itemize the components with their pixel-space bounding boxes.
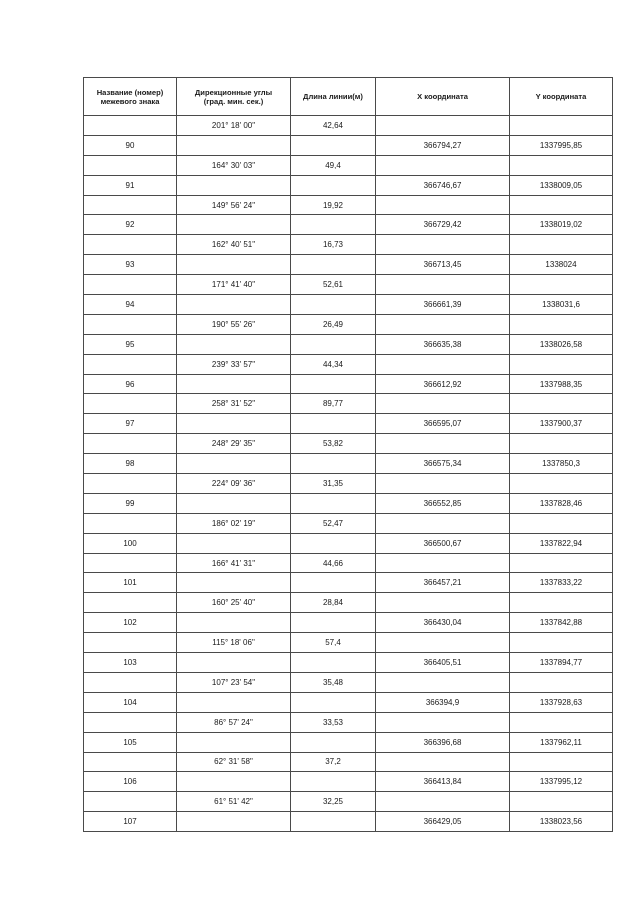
point-name (84, 155, 177, 175)
angle-cell: 166° 41' 31" (177, 553, 291, 573)
point-name (84, 593, 177, 613)
point-name: 105 (84, 732, 177, 752)
point-name (84, 474, 177, 494)
angle-cell: 248° 29' 35" (177, 434, 291, 454)
y-coordinate: 1338023,56 (510, 812, 613, 832)
length-cell: 37,2 (291, 752, 376, 772)
length-cell (291, 255, 376, 275)
length-cell: 32,25 (291, 792, 376, 812)
x-coordinate: 366612,92 (376, 374, 510, 394)
table-row-segment (84, 155, 613, 175)
point-name: 97 (84, 414, 177, 434)
angle-cell: 224° 09' 36" (177, 474, 291, 494)
x-coordinate (376, 672, 510, 692)
y-coordinate (510, 633, 613, 653)
length-cell: 44,34 (291, 354, 376, 374)
x-coordinate (376, 314, 510, 334)
table-row-point (84, 215, 613, 235)
length-cell: 53,82 (291, 434, 376, 454)
x-coordinate (376, 513, 510, 533)
point-name (84, 712, 177, 732)
point-name (84, 314, 177, 334)
length-cell: 26,49 (291, 314, 376, 334)
y-coordinate: 1337894,77 (510, 653, 613, 673)
angle-cell: 62° 31' 58" (177, 752, 291, 772)
x-coordinate (376, 792, 510, 812)
table-row-point (84, 493, 613, 513)
x-coordinate: 366713,45 (376, 255, 510, 275)
point-name (84, 752, 177, 772)
point-name (84, 792, 177, 812)
table-body (84, 116, 613, 832)
y-coordinate (510, 593, 613, 613)
point-name (84, 513, 177, 533)
angle-cell (177, 533, 291, 553)
point-name: 90 (84, 135, 177, 155)
table-row-segment (84, 474, 613, 494)
point-name: 93 (84, 255, 177, 275)
x-coordinate (376, 712, 510, 732)
angle-cell (177, 135, 291, 155)
x-coordinate: 366500,67 (376, 533, 510, 553)
length-cell (291, 533, 376, 553)
angle-cell: 149° 56' 24" (177, 195, 291, 215)
angle-cell (177, 215, 291, 235)
point-name (84, 275, 177, 295)
table-header-row (84, 78, 613, 116)
table-row-segment (84, 593, 613, 613)
y-coordinate: 1337900,37 (510, 414, 613, 434)
angle-cell (177, 573, 291, 593)
point-name: 103 (84, 653, 177, 673)
angle-cell (177, 772, 291, 792)
point-name: 104 (84, 692, 177, 712)
length-cell: 33,53 (291, 712, 376, 732)
point-name (84, 553, 177, 573)
table-row-segment (84, 633, 613, 653)
table-row-point (84, 295, 613, 315)
table-row-segment (84, 752, 613, 772)
point-name (84, 633, 177, 653)
table-row-point (84, 135, 613, 155)
x-coordinate (376, 394, 510, 414)
length-cell (291, 493, 376, 513)
table-row-segment (84, 792, 613, 812)
point-name: 95 (84, 334, 177, 354)
y-coordinate: 1338031,6 (510, 295, 613, 315)
length-cell: 35,48 (291, 672, 376, 692)
point-name: 102 (84, 613, 177, 633)
x-coordinate (376, 195, 510, 215)
y-coordinate (510, 513, 613, 533)
y-coordinate (510, 195, 613, 215)
length-cell: 89,77 (291, 394, 376, 414)
table-row-point (84, 692, 613, 712)
header-angle: Дирекционные углы (град. мин. сек.) (177, 78, 291, 116)
y-coordinate: 1337995,12 (510, 772, 613, 792)
angle-cell: 258° 31' 52" (177, 394, 291, 414)
y-coordinate (510, 394, 613, 414)
table-row-point (84, 255, 613, 275)
table-row-point (84, 454, 613, 474)
table-row-segment (84, 434, 613, 454)
x-coordinate: 366729,42 (376, 215, 510, 235)
angle-cell (177, 374, 291, 394)
table-row-point (84, 374, 613, 394)
header-y: Y координата (510, 78, 613, 116)
angle-cell (177, 255, 291, 275)
point-name (84, 116, 177, 136)
length-cell (291, 692, 376, 712)
x-coordinate: 366661,39 (376, 295, 510, 315)
x-coordinate: 366394,9 (376, 692, 510, 712)
length-cell (291, 454, 376, 474)
x-coordinate: 366552,85 (376, 493, 510, 513)
length-cell (291, 135, 376, 155)
y-coordinate: 1338026,58 (510, 334, 613, 354)
x-coordinate: 366457,21 (376, 573, 510, 593)
length-cell (291, 334, 376, 354)
point-name: 101 (84, 573, 177, 593)
point-name: 96 (84, 374, 177, 394)
length-cell: 42,64 (291, 116, 376, 136)
x-coordinate: 366430,04 (376, 613, 510, 633)
y-coordinate (510, 672, 613, 692)
table-row-point (84, 175, 613, 195)
x-coordinate: 366429,05 (376, 812, 510, 832)
table-row-segment (84, 553, 613, 573)
angle-cell (177, 812, 291, 832)
length-cell: 19,92 (291, 195, 376, 215)
y-coordinate: 1337928,63 (510, 692, 613, 712)
y-coordinate: 1338019,02 (510, 215, 613, 235)
y-coordinate (510, 275, 613, 295)
length-cell (291, 573, 376, 593)
angle-cell (177, 692, 291, 712)
point-name: 99 (84, 493, 177, 513)
length-cell: 16,73 (291, 235, 376, 255)
y-coordinate (510, 314, 613, 334)
table-row-segment (84, 314, 613, 334)
point-name: 92 (84, 215, 177, 235)
x-coordinate (376, 354, 510, 374)
angle-cell: 171° 41' 40" (177, 275, 291, 295)
point-name: 94 (84, 295, 177, 315)
angle-cell (177, 732, 291, 752)
angle-cell: 107° 23' 54" (177, 672, 291, 692)
y-coordinate (510, 434, 613, 454)
angle-cell (177, 334, 291, 354)
header-length: Длина линии(м) (291, 78, 376, 116)
angle-cell: 239° 33' 57" (177, 354, 291, 374)
table-row-segment (84, 672, 613, 692)
y-coordinate (510, 752, 613, 772)
table-row-segment (84, 354, 613, 374)
length-cell: 52,47 (291, 513, 376, 533)
x-coordinate (376, 434, 510, 454)
table-row-point (84, 812, 613, 832)
table-row-segment (84, 116, 613, 136)
x-coordinate: 366413,84 (376, 772, 510, 792)
y-coordinate (510, 792, 613, 812)
table-row-segment (84, 195, 613, 215)
angle-cell: 115° 18' 06" (177, 633, 291, 653)
x-coordinate: 366746,67 (376, 175, 510, 195)
length-cell (291, 732, 376, 752)
angle-cell (177, 175, 291, 195)
length-cell (291, 175, 376, 195)
x-coordinate: 366794,27 (376, 135, 510, 155)
length-cell: 52,61 (291, 275, 376, 295)
table-row-point (84, 613, 613, 633)
angle-cell: 86° 57' 24" (177, 712, 291, 732)
length-cell (291, 653, 376, 673)
x-coordinate (376, 155, 510, 175)
x-coordinate (376, 593, 510, 613)
length-cell: 44,66 (291, 553, 376, 573)
point-name (84, 434, 177, 454)
angle-cell (177, 653, 291, 673)
point-name (84, 394, 177, 414)
angle-cell: 186° 02' 19" (177, 513, 291, 533)
table-row-point (84, 533, 613, 553)
angle-cell: 160° 25' 40" (177, 593, 291, 613)
table-row-segment (84, 712, 613, 732)
table-row-point (84, 334, 613, 354)
length-cell (291, 613, 376, 633)
table-row-segment (84, 513, 613, 533)
point-name (84, 672, 177, 692)
length-cell (291, 772, 376, 792)
table-row-segment (84, 394, 613, 414)
x-coordinate: 366396,68 (376, 732, 510, 752)
point-name (84, 195, 177, 215)
length-cell (291, 295, 376, 315)
header-x: X координата (376, 78, 510, 116)
y-coordinate (510, 712, 613, 732)
angle-cell (177, 613, 291, 633)
y-coordinate (510, 474, 613, 494)
point-name: 107 (84, 812, 177, 832)
length-cell: 28,84 (291, 593, 376, 613)
point-name: 91 (84, 175, 177, 195)
point-name: 100 (84, 533, 177, 553)
length-cell: 57,4 (291, 633, 376, 653)
x-coordinate (376, 116, 510, 136)
y-coordinate (510, 155, 613, 175)
y-coordinate: 1337822,94 (510, 533, 613, 553)
angle-cell (177, 414, 291, 434)
angle-cell (177, 295, 291, 315)
y-coordinate (510, 553, 613, 573)
y-coordinate (510, 354, 613, 374)
angle-cell: 162° 40' 51" (177, 235, 291, 255)
x-coordinate (376, 633, 510, 653)
point-name (84, 354, 177, 374)
y-coordinate: 1337828,46 (510, 493, 613, 513)
x-coordinate (376, 474, 510, 494)
header-name: Название (номер) межевого знака (84, 78, 177, 116)
point-name (84, 235, 177, 255)
x-coordinate: 366635,38 (376, 334, 510, 354)
table-row-point (84, 732, 613, 752)
x-coordinate: 366575,34 (376, 454, 510, 474)
angle-cell (177, 493, 291, 513)
length-cell: 49,4 (291, 155, 376, 175)
table-row-segment (84, 275, 613, 295)
angle-cell: 201° 18' 00" (177, 116, 291, 136)
angle-cell: 164° 30' 03" (177, 155, 291, 175)
angle-cell: 190° 55' 26" (177, 314, 291, 334)
y-coordinate: 1337995,85 (510, 135, 613, 155)
point-name: 98 (84, 454, 177, 474)
length-cell (291, 414, 376, 434)
y-coordinate (510, 116, 613, 136)
point-name: 106 (84, 772, 177, 792)
y-coordinate: 1337962,11 (510, 732, 613, 752)
y-coordinate: 1337850,3 (510, 454, 613, 474)
length-cell (291, 374, 376, 394)
length-cell: 31,35 (291, 474, 376, 494)
x-coordinate: 366405,51 (376, 653, 510, 673)
x-coordinate: 366595,07 (376, 414, 510, 434)
table-row-point (84, 653, 613, 673)
table-row-segment (84, 235, 613, 255)
y-coordinate: 1337842,88 (510, 613, 613, 633)
angle-cell: 61° 51' 42" (177, 792, 291, 812)
table-row-point (84, 573, 613, 593)
x-coordinate (376, 275, 510, 295)
coordinates-table (83, 77, 613, 832)
y-coordinate: 1338009,05 (510, 175, 613, 195)
x-coordinate (376, 553, 510, 573)
length-cell (291, 215, 376, 235)
table-row-point (84, 414, 613, 434)
y-coordinate: 1337833,22 (510, 573, 613, 593)
x-coordinate (376, 235, 510, 255)
angle-cell (177, 454, 291, 474)
length-cell (291, 812, 376, 832)
y-coordinate: 1337988,35 (510, 374, 613, 394)
y-coordinate (510, 235, 613, 255)
table-row-point (84, 772, 613, 792)
y-coordinate: 1338024 (510, 255, 613, 275)
x-coordinate (376, 752, 510, 772)
